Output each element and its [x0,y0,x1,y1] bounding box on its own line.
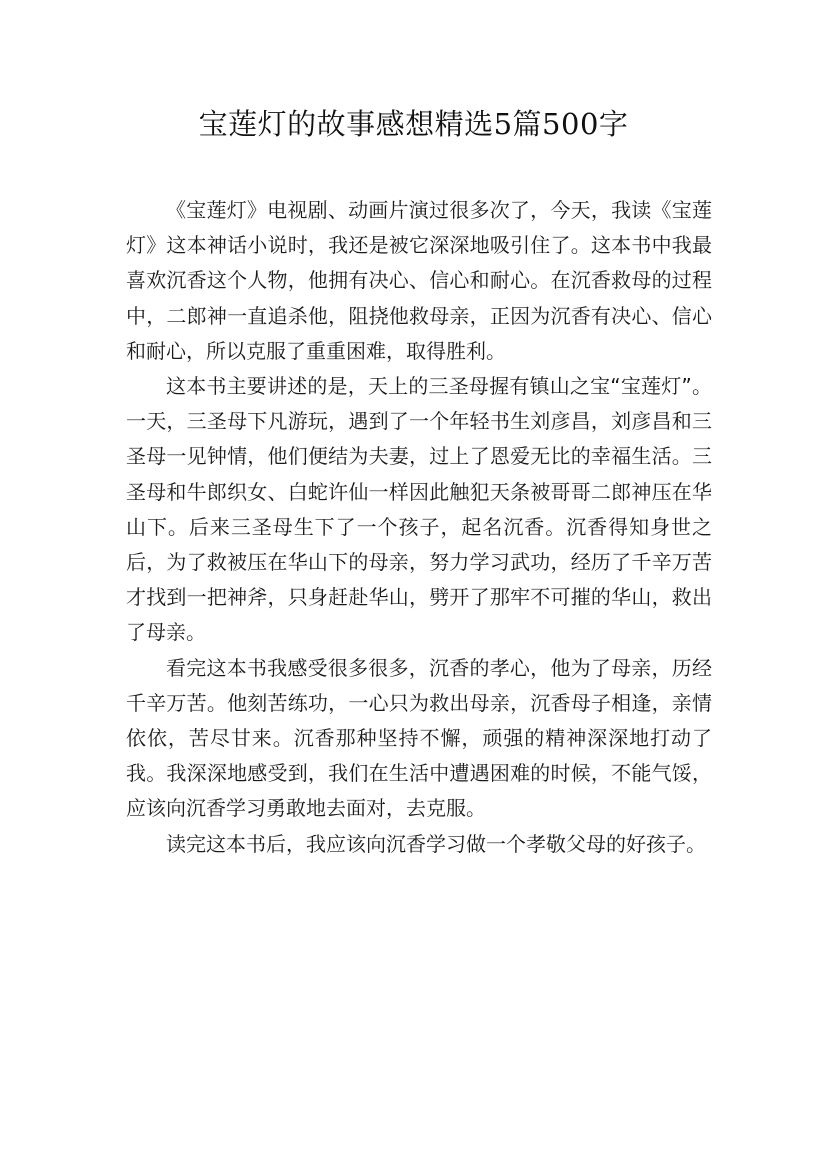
document-title: 宝莲灯的故事感想精选5篇500字 [198,107,629,141]
paragraph-3: 看完这本书我感受很多很多，沉香的孝心，他为了母亲，历经千辛万苦。他刻苦练功，一心只为救出母亲，沉香母子相逢，亲情依依，苦尽甘来。沉香那种坚持不懈，顽强的精神深深地打动了我。我深深地感受到，我们在生活中遭遇困难的时候，不能气馁，应该向沉香学习勇敢地去面对，去克服。 [126,655,712,821]
paragraph-4: 读完这本书后，我应该向沉香学习做一个孝敬父母的好孩子。 [166,831,706,856]
paragraph-1: 《宝莲灯》电视剧、动画片演过很多次了，今天，我读《宝莲灯》这本神话小说时，我还是被它深深地吸引住了。这本书中我最喜欢沉香这个人物，他拥有决心、信心和耐心。在沉香救母的过程中，二郎神一直追杀他，阻挠他救母亲，正因为沉香有决心、信心和耐心，所以克服了重重困难，取得胜利。 [126,198,712,363]
document-body [126,193,712,862]
paragraph-2: 这本书主要讲述的是，天上的三圣母握有镇山之宝“宝莲灯”。一天，三圣母下凡游玩，遇到了一个年轻书生刘彦昌，刘彦昌和三圣母一见钟情，他们便结为夫妻，过上了恩爱无比的幸福生活。三圣母和牛郎织女、白蛇许仙一样因此触犯天条被哥哥二郎神压在华山下。后来三圣母生下了一个孩子，起名沉香。沉香得知身世之后，为了救被压在华山下的母亲，努力学习武功，经历了千辛万苦才找到一把神斧，只身赶赴华山，劈开了那牢不可摧的华山，救出了母亲。 [126,374,712,645]
